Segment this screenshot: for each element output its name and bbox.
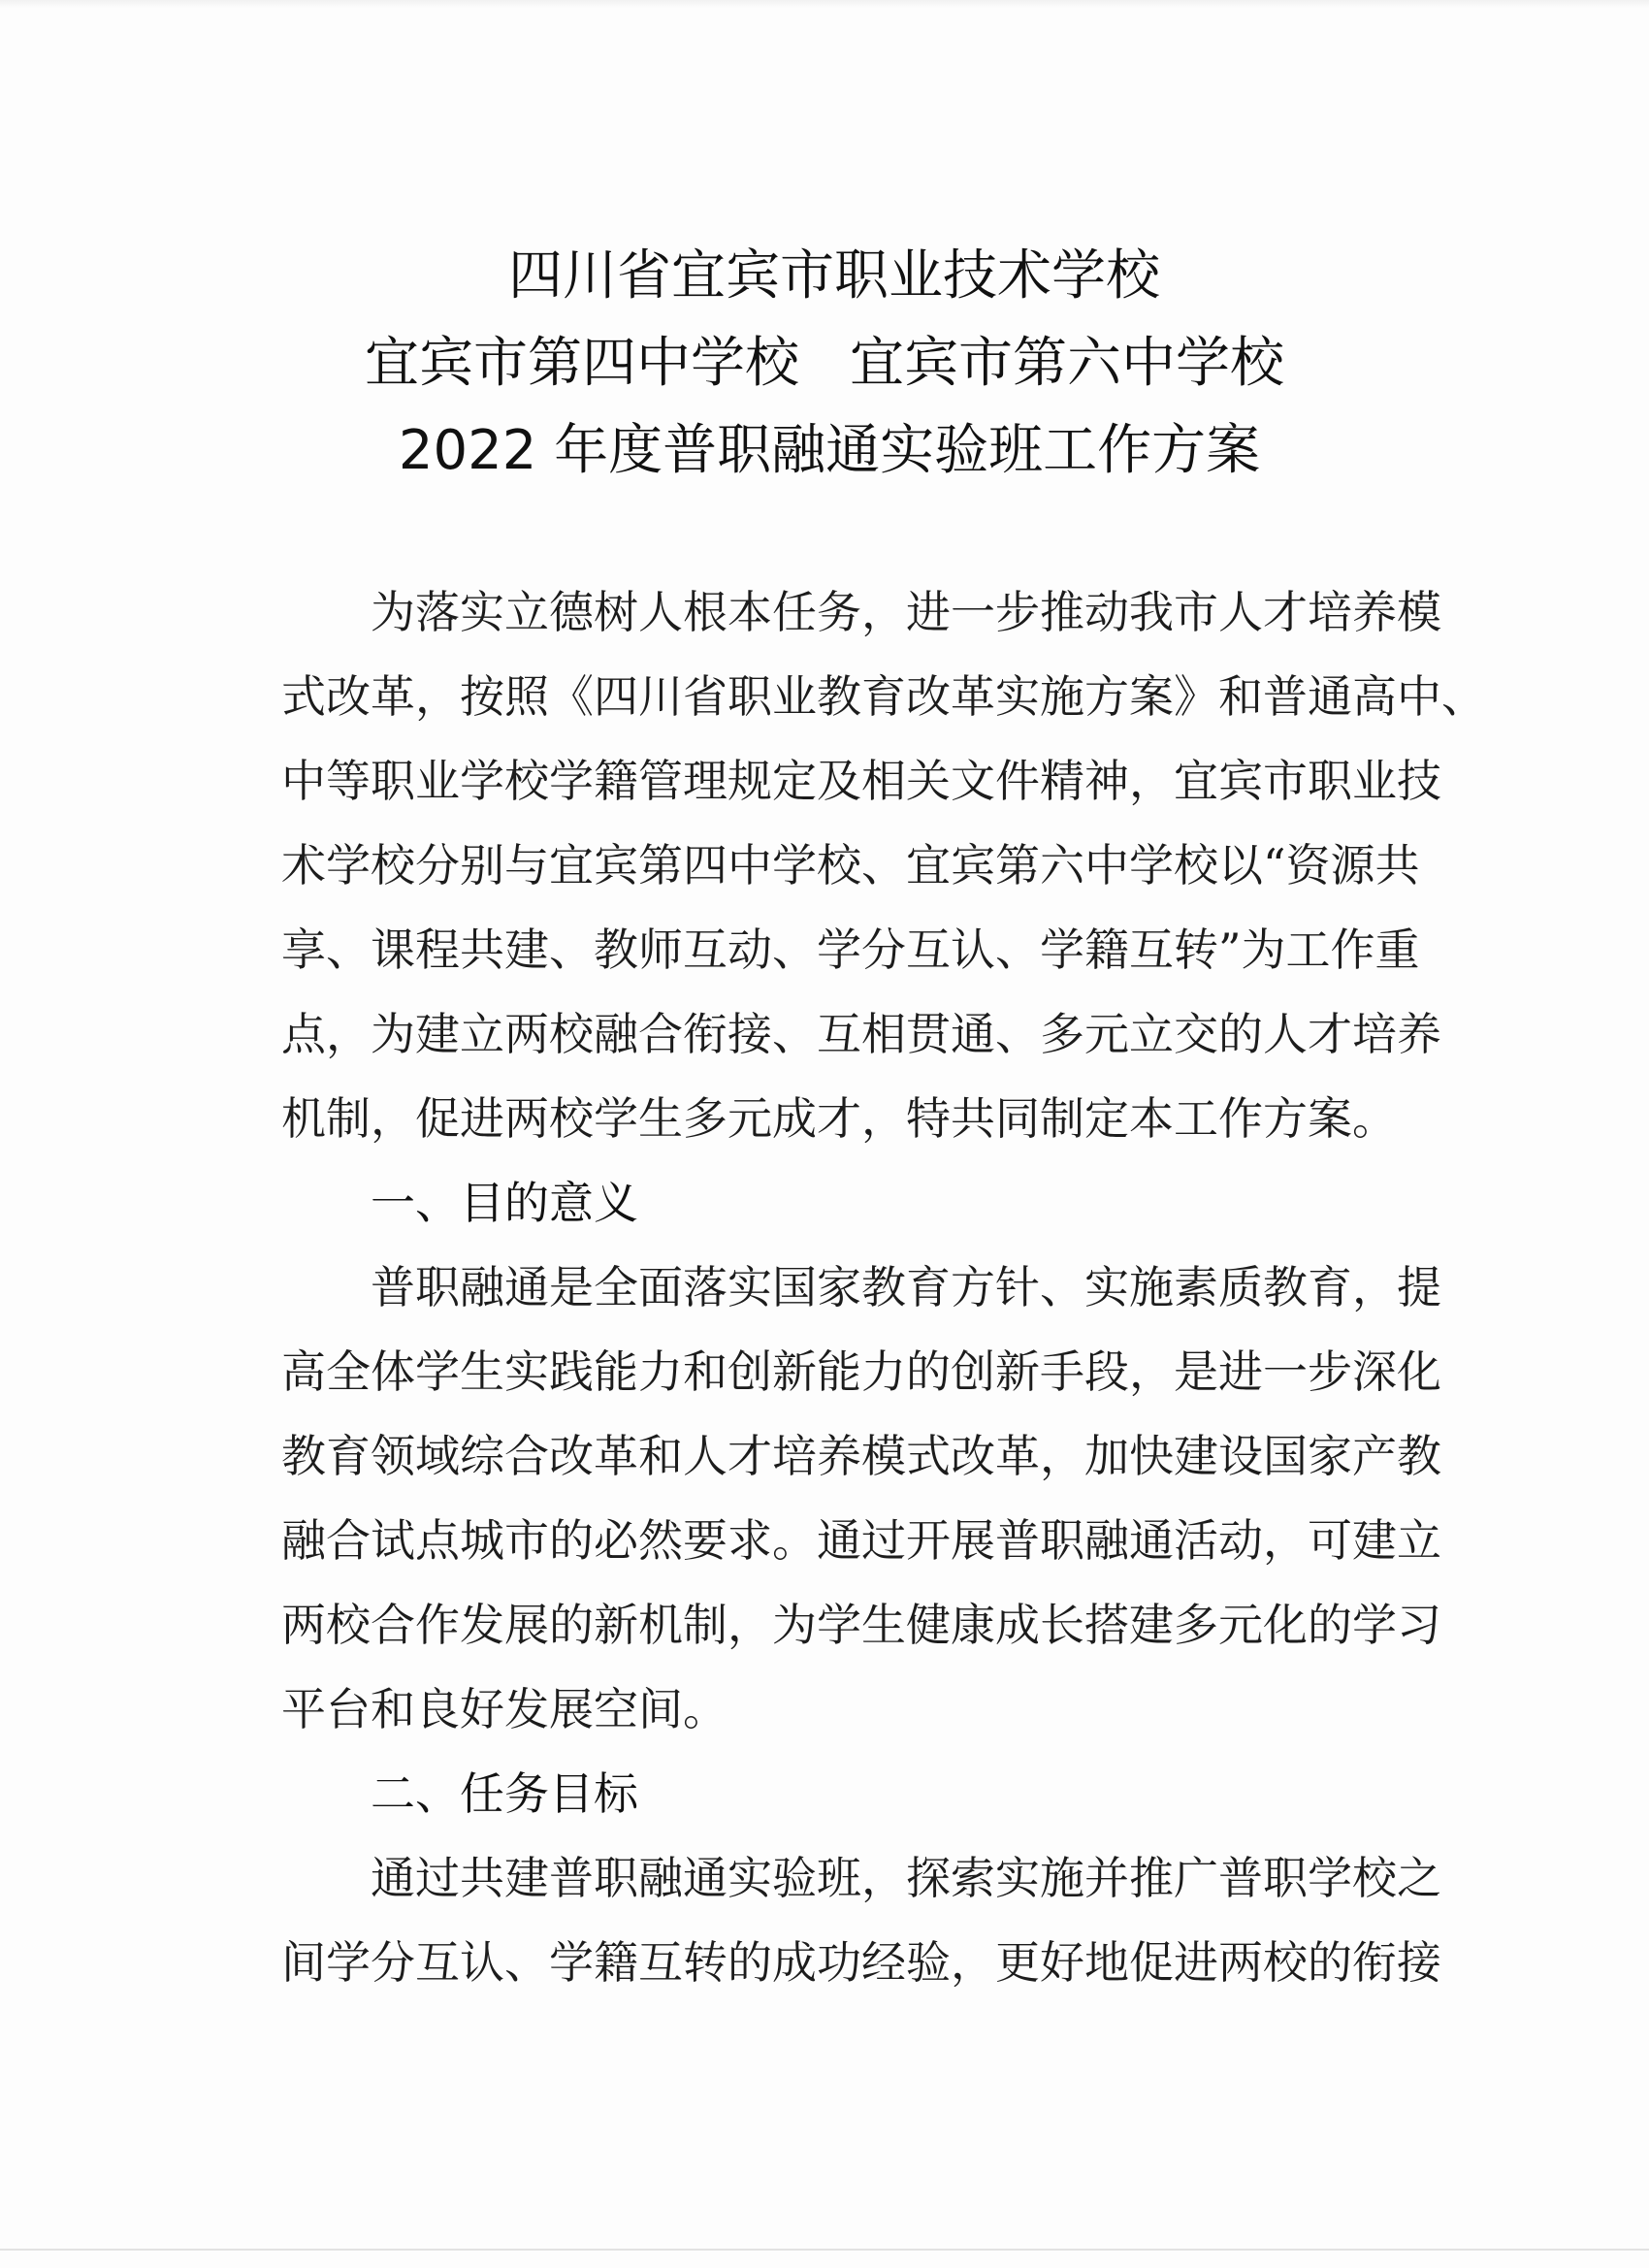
section-2-heading: 二、任务目标 (371, 1767, 638, 1820)
title-school-six: 宜宾市第六中学校 (850, 332, 1284, 395)
scan-top-shade (0, 0, 1649, 8)
intro-line: 中等职业学校学籍管理规定及相关文件精神，宜宾市职业技 (281, 755, 1441, 807)
section-2-line: 间学分互认、学籍互转的成功经验，更好地促进两校的衔接 (281, 1936, 1441, 1989)
section-1-heading: 一、目的意义 (371, 1177, 638, 1229)
intro-line: 享、课程共建、教师互动、学分互认、学籍互转”为工作重 (281, 923, 1420, 976)
section-1-line: 教育领域综合改革和人才培养模式改革，加快建设国家产教 (281, 1430, 1441, 1482)
scan-bottom-edge (0, 2249, 1649, 2251)
section-2-line: 通过共建普职融通实验班，探索实施并推广普职学校之 (371, 1852, 1441, 1904)
document-title-line-1: 四川省宜宾市职业技术学校 (508, 244, 1160, 308)
intro-line: 式改革，按照《四川省职业教育改革实施方案》和普通高中、 (281, 670, 1486, 723)
intro-line: 机制，促进两校学生多元成才，特共同制定本工作方案。 (281, 1092, 1397, 1145)
section-1-line: 两校合作发展的新机制，为学生健康成长搭建多元化的学习 (281, 1599, 1441, 1651)
section-1-line: 融合试点城市的必然要求。通过开展普职融通活动，可建立 (281, 1514, 1441, 1567)
document-title-line-3: 2022 年度普职融通实验班工作方案 (398, 419, 1261, 482)
intro-line: 为落实立德树人根本任务，进一步推动我市人才培养模 (371, 586, 1441, 638)
section-1-line: 平台和良好发展空间。 (281, 1683, 728, 1735)
section-1-line: 普职融通是全面落实国家教育方针、实施素质教育，提 (371, 1261, 1441, 1313)
document-title-line-2 (0, 330, 1649, 398)
title-school-four: 宜宾市第四中学校 (365, 332, 799, 395)
section-1-line: 高全体学生实践能力和创新能力的创新手段，是进一步深化 (281, 1345, 1441, 1398)
intro-line: 术学校分别与宜宾第四中学校、宜宾第六中学校以“资源共 (281, 839, 1420, 891)
intro-line: 点，为建立两校融合衔接、互相贯通、多元立交的人才培养 (281, 1008, 1441, 1060)
